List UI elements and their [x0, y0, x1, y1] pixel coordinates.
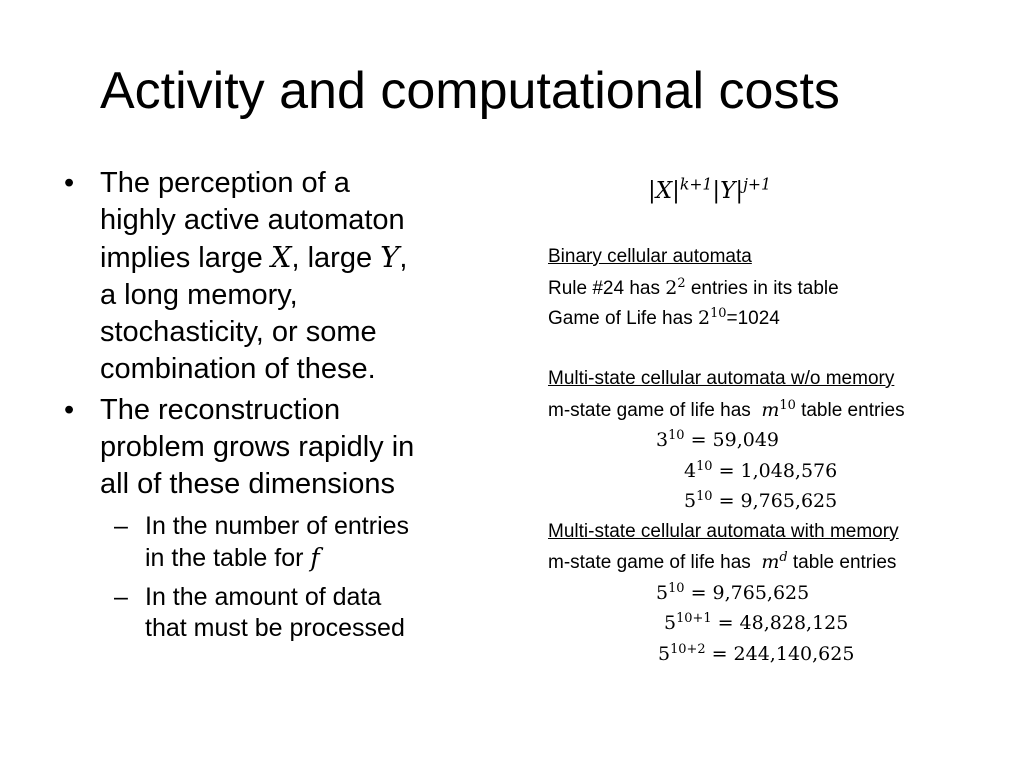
- bullet-line: The perception of a: [100, 167, 350, 199]
- text-fragment: m-state game of life has: [548, 552, 762, 573]
- text-fragment: , large: [291, 242, 381, 274]
- bullet-line: all of these dimensions: [100, 468, 395, 500]
- text-fragment: Game of Life has: [548, 308, 698, 329]
- formula-var-y: Y: [720, 178, 736, 204]
- equation-line: [548, 456, 1018, 487]
- m-state-line: [548, 547, 1018, 578]
- formula-exponent: j+1: [743, 174, 771, 194]
- math-exponent: 10: [779, 397, 796, 413]
- multi-state-memory-heading: Multi-state cellular automata with memory: [548, 520, 899, 542]
- bullet-line: highly active automaton: [100, 204, 405, 236]
- math-value: = 59,049: [684, 429, 780, 451]
- bullet-reconstruction: [62, 392, 507, 503]
- math-exponent: 2: [677, 275, 686, 291]
- math-base: 2: [665, 276, 678, 299]
- formula-bar: |: [735, 178, 744, 204]
- equation-line: [548, 486, 1018, 517]
- math-base: 5: [658, 642, 671, 665]
- math-base: 5: [656, 581, 669, 604]
- math-var-m: m: [761, 398, 780, 421]
- math-base: 2: [697, 307, 711, 329]
- math-value: = 9,765,625: [712, 490, 838, 512]
- text-fragment: table entries: [787, 552, 897, 573]
- sub-bullet-line: In the number of entries: [145, 512, 410, 540]
- math-var-x: X: [270, 240, 292, 274]
- text-fragment: Rule #24 has: [548, 277, 666, 299]
- text-fragment: ,: [399, 242, 408, 274]
- sub-bullet-marker: –: [114, 512, 128, 540]
- formula-bar: |: [672, 178, 680, 204]
- math-exponent: 10: [696, 488, 713, 504]
- bullet-marker: •: [64, 167, 75, 199]
- math-base: 4: [684, 459, 697, 482]
- math-value: = 48,828,125: [711, 612, 849, 634]
- sub-bullet-marker: –: [114, 583, 128, 611]
- formula-bar: |: [712, 178, 721, 204]
- math-value: = 9,765,625: [684, 581, 810, 604]
- equation-line: [548, 608, 1018, 639]
- bullet-line: a long memory,: [100, 279, 298, 311]
- math-var-m: m: [761, 551, 780, 573]
- math-value: = 244,140,625: [705, 642, 855, 665]
- complexity-formula: [648, 170, 1018, 212]
- bullet-perception: [62, 165, 507, 388]
- text-fragment: in the table for: [145, 544, 311, 572]
- bullet-marker: •: [64, 394, 75, 426]
- text-fragment: =1024: [726, 308, 780, 329]
- equation-line: [548, 425, 1018, 456]
- math-base: 5: [684, 490, 697, 512]
- sub-bullet-line: [145, 542, 507, 574]
- math-exponent: 10: [696, 458, 713, 474]
- text-fragment: implies large: [100, 242, 271, 274]
- spacer: [548, 334, 1018, 365]
- bullet-list: [62, 165, 507, 650]
- math-var-f: f: [310, 543, 320, 572]
- slide-title: Activity and computational costs: [100, 62, 840, 120]
- right-panel: [548, 170, 1018, 669]
- game-of-life-line: [548, 303, 1018, 334]
- formula-exponent: k+1: [679, 174, 713, 194]
- bullet-line: stochasticity, or some: [100, 316, 377, 348]
- formula-var-x: X: [655, 178, 673, 204]
- text-fragment: m-state game of life has: [548, 399, 762, 421]
- m-state-line: [548, 395, 1018, 426]
- sub-bullet-line: that must be processed: [145, 614, 405, 642]
- bullet-line: problem grows rapidly in: [100, 431, 415, 463]
- text-fragment: entries in its table: [685, 277, 839, 299]
- math-base: 5: [664, 612, 677, 634]
- bullet-line: The reconstruction: [100, 394, 341, 426]
- math-exponent: 10: [668, 580, 685, 596]
- sub-bullet-line: In the amount of data: [145, 583, 382, 611]
- math-exponent: d: [779, 549, 788, 565]
- equation-line: [548, 578, 1018, 609]
- bullet-line: combination of these.: [100, 353, 376, 385]
- rule24-line: [548, 273, 1018, 304]
- formula-bar: |: [648, 178, 656, 204]
- sub-bullet-data: [62, 582, 507, 644]
- math-exponent: 10+2: [670, 641, 706, 657]
- binary-ca-heading: Binary cellular automata: [548, 246, 752, 267]
- sub-bullet-entries: [62, 511, 507, 574]
- text-fragment: table entries: [795, 399, 905, 421]
- equation-line: [548, 639, 1018, 670]
- math-base: 3: [656, 429, 669, 451]
- bullet-line: [100, 239, 507, 277]
- multi-state-no-memory-heading: Multi-state cellular automata w/o memory: [548, 368, 895, 389]
- math-exponent: 10+1: [676, 610, 712, 626]
- math-exponent: 10: [668, 427, 685, 443]
- math-var-y: Y: [380, 240, 400, 274]
- math-exponent: 10: [710, 305, 727, 321]
- math-value: = 1,048,576: [712, 459, 838, 482]
